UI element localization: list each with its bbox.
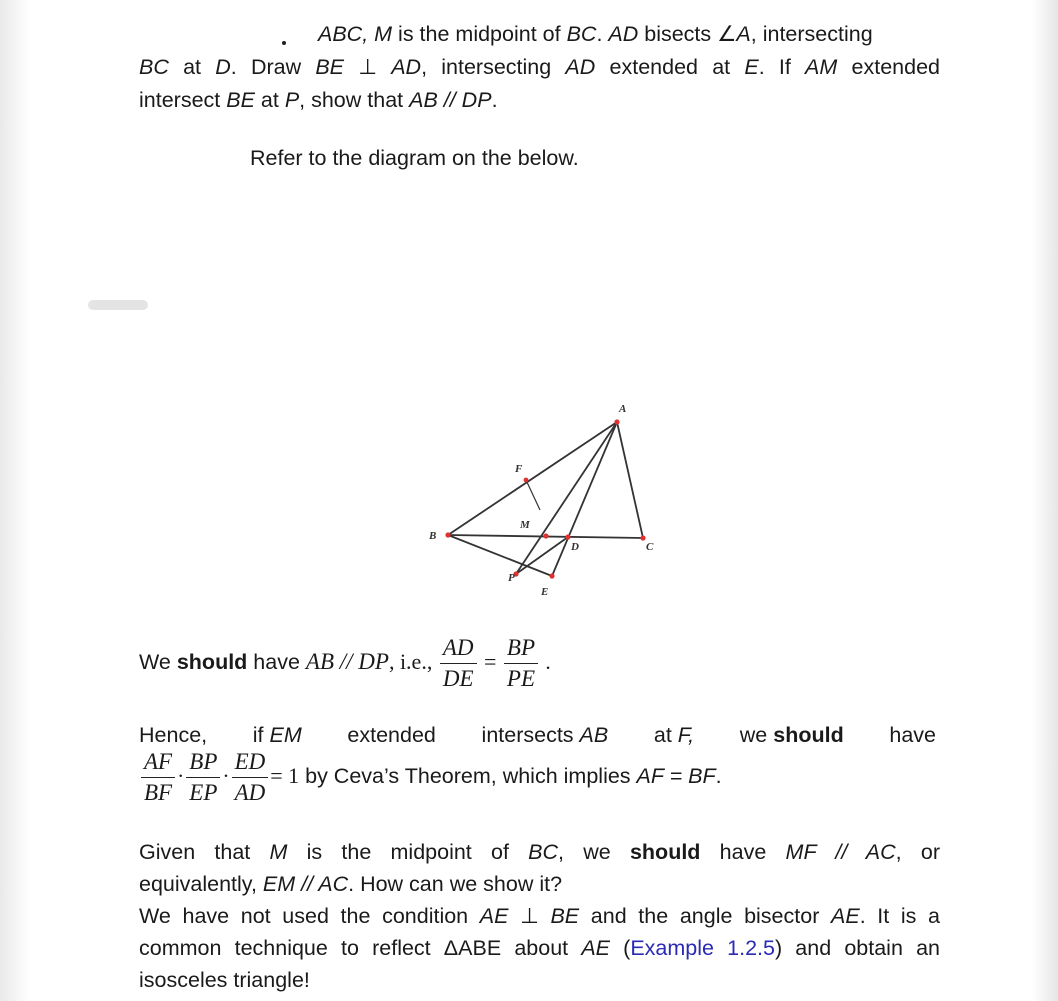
hence-line: Hence, if EM extended intersects AB at F, we should have bbox=[139, 723, 936, 747]
page-left-shadow bbox=[0, 0, 30, 1001]
point-d bbox=[565, 534, 570, 539]
not-used-line-3: isosceles triangle! bbox=[139, 968, 310, 992]
label-e: E bbox=[541, 586, 549, 598]
segment-fm bbox=[526, 480, 540, 510]
ceva-line: $\frac{AF}{BF}$ · $\frac{BP}{EP}$ · $\frac{ED}{AD}$ = 1 by Ceva’s Theorem, which implies AF = BF. bbox=[139, 744, 722, 808]
segment-ac bbox=[617, 422, 643, 538]
label-c: C bbox=[646, 541, 654, 553]
label-f: F bbox=[515, 463, 523, 475]
not-used-line-2: common technique to reflect ΔABE about AE (Example 1.2.5) and obtain an bbox=[139, 936, 940, 960]
bullet-dot bbox=[282, 41, 286, 45]
fraction-ad-de: $\frac{AD}{DE}$ bbox=[440, 633, 477, 694]
should-line: We should have AB // DP, i.e., $\frac{AD}{DE}$ = $\frac{BP}{PE}$ . bbox=[139, 632, 551, 694]
point-f bbox=[524, 478, 529, 483]
example-link[interactable]: Example 1.2.5 bbox=[630, 936, 775, 960]
point-c bbox=[640, 535, 645, 540]
geometry-diagram bbox=[421, 398, 658, 598]
fraction-ed-ad: $\frac{ED}{AD}$ bbox=[232, 747, 269, 808]
segment-bpe bbox=[448, 535, 552, 576]
problem-line-2: BC at D. Draw BE ⊥ AD, intersecting AD extended at E. If AM extended bbox=[139, 55, 940, 79]
not-used-line-1: We have not used the condition AE ⊥ BE and the angle bisector AE. It is a bbox=[139, 904, 941, 928]
problem-line-3: intersect BE at P, show that AB // DP. bbox=[139, 88, 498, 112]
page-right-shadow bbox=[1032, 0, 1058, 1001]
refer-note: Refer to the diagram on the below. bbox=[250, 146, 579, 170]
segment-ae bbox=[552, 422, 617, 576]
label-b: B bbox=[429, 530, 437, 542]
segment-ap bbox=[516, 422, 617, 574]
point-b bbox=[445, 532, 450, 537]
fraction-bp-pe: $\frac{BP}{PE}$ bbox=[504, 633, 538, 694]
segment-ab bbox=[448, 422, 617, 535]
fraction-af-bf: $\frac{AF}{BF}$ bbox=[141, 747, 175, 808]
point-e bbox=[549, 573, 554, 578]
scan-smudge bbox=[88, 300, 148, 310]
problem-triangle: ABC, bbox=[318, 22, 375, 46]
given-line-2: equivalently, EM // AC. How can we show it? bbox=[139, 872, 563, 896]
label-a: A bbox=[619, 403, 627, 415]
point-m bbox=[543, 533, 548, 538]
given-line-1: Given that M is the midpoint of BC, we should have MF // AC, or bbox=[139, 840, 940, 864]
problem-line-1: ABC, M is the midpoint of BC. AD bisects ∠A, intersecting bbox=[318, 22, 873, 46]
point-a bbox=[614, 419, 619, 424]
label-p: P bbox=[508, 572, 515, 584]
label-d: D bbox=[571, 541, 579, 553]
label-m: M bbox=[520, 519, 530, 531]
fraction-bp-ep: $\frac{BP}{EP}$ bbox=[186, 747, 220, 808]
